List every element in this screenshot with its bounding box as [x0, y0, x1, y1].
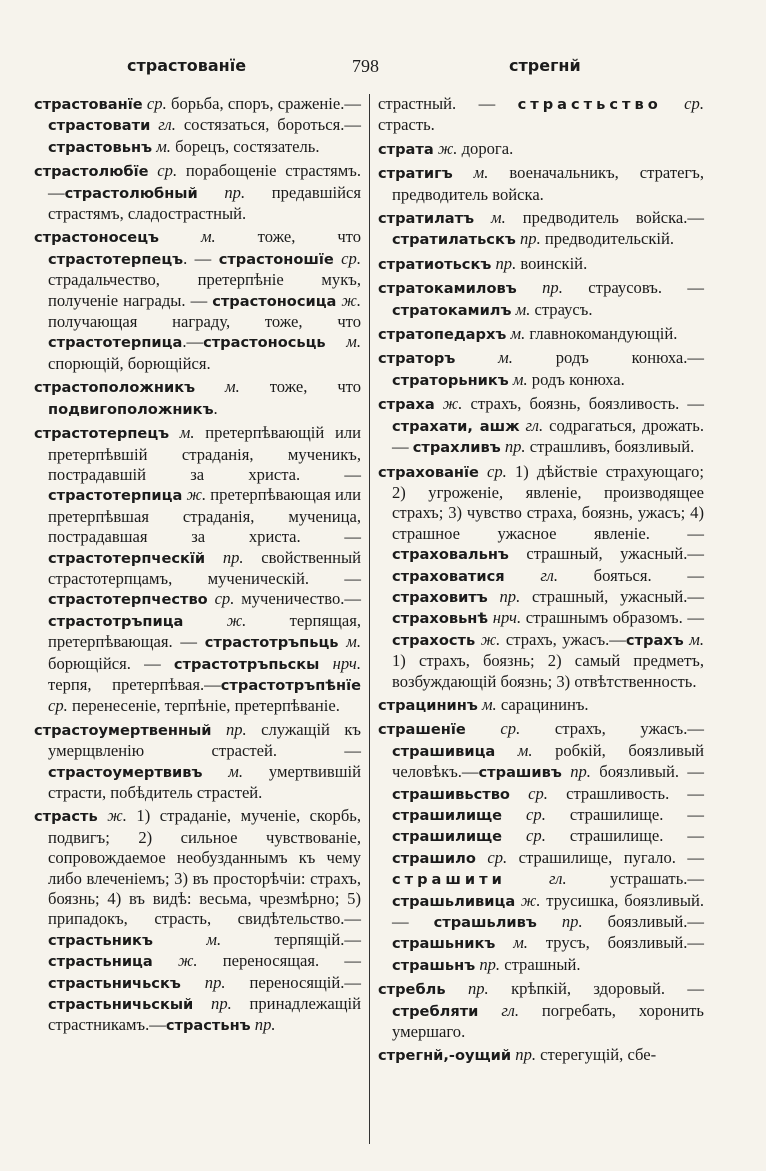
- definition-text: служащій къ умерщвленію страстей. —: [48, 719, 362, 761]
- headword: стратокамиловъ: [378, 280, 517, 298]
- headword: страторъ: [378, 350, 456, 368]
- definition-text: воинскій.: [516, 253, 588, 273]
- left-column: [34, 94, 361, 1040]
- headword: страшьливъ: [433, 914, 537, 932]
- grammar-label: ср.: [148, 161, 178, 181]
- dictionary-entry: [378, 208, 704, 251]
- grammar-label: ж.: [152, 951, 198, 971]
- dictionary-entry: [378, 979, 704, 1042]
- grammar-label: м.: [506, 324, 526, 344]
- grammar-label: ср.: [478, 461, 507, 481]
- definition-text: борющійся. —: [48, 653, 174, 673]
- headword: страхливъ: [412, 439, 501, 457]
- headword: страстовьнъ: [48, 138, 153, 156]
- grammar-label: ж.: [336, 290, 361, 310]
- headword: страхати, ашж: [392, 417, 520, 435]
- headword: стратигъ: [378, 165, 453, 183]
- definition-text: страшливъ, боязливый.: [525, 437, 695, 457]
- headword: страстовати: [48, 117, 151, 135]
- headword: страстоносьць: [203, 334, 326, 352]
- grammar-label: м.: [158, 227, 216, 247]
- dictionary-entry: [378, 348, 704, 391]
- definition-text: страшилище. —: [545, 805, 705, 824]
- grammar-label: пр.: [205, 547, 244, 567]
- grammar-label: пр.: [193, 994, 232, 1014]
- headword: страхованїе: [378, 463, 479, 481]
- page-header: [0, 56, 766, 82]
- headword: страшенїе: [378, 721, 466, 739]
- headword: страстотерпица: [48, 334, 183, 352]
- grammar-label: нрч.: [319, 653, 361, 673]
- grammar-label: м.: [169, 423, 195, 443]
- dictionary-entry: [378, 394, 704, 458]
- dictionary-entry: [378, 695, 704, 716]
- headword: страхъ: [625, 631, 684, 649]
- grammar-label: гл.: [505, 869, 567, 889]
- definition-text: робкій, боязливый человѣкъ.—: [392, 740, 704, 782]
- definition-text: страшливость. —: [547, 783, 705, 803]
- headword: стрегнй,-оущий: [378, 1047, 512, 1065]
- grammar-label: м.: [495, 740, 533, 760]
- headword: стратопедархъ: [378, 326, 507, 344]
- dictionary-entry: [378, 94, 704, 136]
- grammar-label: пр.: [491, 253, 517, 273]
- column-divider: [369, 94, 370, 1144]
- headword: страховатися: [392, 567, 505, 585]
- dictionary-entry: [378, 462, 704, 692]
- headword: страшивица: [392, 742, 496, 760]
- headword: страстьничьскъ: [48, 974, 181, 992]
- headword: страстотерпица: [48, 487, 183, 505]
- definition-text: претерпѣвающій или претерпѣвшій страданія, мученикъ, пострадавшій за христа. —: [48, 423, 361, 484]
- grammar-label: гл.: [504, 565, 558, 585]
- headword: стратилатьскъ: [392, 231, 516, 249]
- headword: страстотерпческїй: [48, 549, 206, 567]
- dictionary-entry: [34, 720, 361, 804]
- definition-text: трусъ, боязливый.—: [527, 933, 704, 953]
- definition-text: бояться. —: [557, 565, 704, 585]
- headword: страстьничьскый: [48, 996, 194, 1014]
- definition-text: сарацининъ.: [496, 694, 589, 714]
- headword: страстолюбїе: [34, 163, 149, 181]
- definition-text: 1) страданіе, мученіе, скорбь, подвигъ; 2) сильное чувствованіе, сопровождаемое необузданнымъ къ чему либо влеченіемъ; 3) въ просторѣчіи: страхъ, боязнь; 4) въ видѣ: весьма, чрезмѣрно; 5) припадокъ, страсть, свидѣтельство.—: [48, 806, 361, 929]
- grammar-label: пр.: [536, 912, 583, 932]
- definition-text: трусишка, боязливый. —: [392, 890, 704, 932]
- definition-text: переносящій.—: [225, 972, 361, 992]
- grammar-label: м.: [202, 761, 244, 781]
- definition-text: страхъ, боязнь, боязливость. —: [462, 394, 705, 414]
- grammar-label: м.: [477, 694, 497, 714]
- headword: страстотръпьскы: [173, 655, 320, 673]
- definition-text: страхъ, ужасъ.—: [500, 629, 626, 649]
- definition-text: умертвившій страсти, побѣдитель страстей.: [48, 761, 361, 802]
- definition-text: борецъ, состязатель.: [170, 136, 320, 156]
- grammar-label: пр.: [180, 972, 226, 992]
- definition-text: страшилище. —: [545, 826, 705, 846]
- headword: страшилище: [392, 828, 503, 846]
- dictionary-entry: [378, 163, 704, 205]
- definition-text: стерегущій, сбе-: [536, 1045, 657, 1065]
- grammar-label: пр.: [511, 1045, 537, 1065]
- definition-text: порабощеніе страстямъ.—: [48, 161, 361, 202]
- grammar-label: нрч.: [488, 608, 522, 628]
- grammar-label: ср.: [465, 719, 521, 739]
- grammar-label: м.: [452, 163, 489, 183]
- grammar-label: м.: [508, 369, 528, 389]
- headword: стребль: [378, 981, 446, 999]
- grammar-label: м.: [474, 208, 506, 228]
- definition-text: главнокомандующій.: [525, 324, 678, 344]
- definition-text: 1) дѣйствіе страхующаго; 2) угроженіе, явленіе, производящее страхъ; 3) чувство страха, боязнь, ужасъ; 4) страшное ужасное явленіе. —: [392, 461, 705, 543]
- definition-text: принадлежащій страстникамъ.—: [48, 994, 361, 1035]
- grammar-label: м.: [338, 632, 361, 652]
- grammar-label: пр.: [487, 586, 521, 606]
- definition-text: страусовъ. —: [562, 278, 704, 298]
- dictionary-entry: [34, 423, 361, 717]
- definition-text: устрашать.—: [566, 869, 704, 889]
- headword: страстотерпецъ: [48, 250, 184, 268]
- headword: страшьнъ: [392, 956, 476, 974]
- grammar-label: ж.: [97, 806, 127, 826]
- headword: страстотръпьць: [204, 634, 339, 652]
- definition-text: предводительскій.: [540, 229, 675, 249]
- headword: страшьникъ: [392, 935, 496, 953]
- definition-text: получающая награду, тоже, что: [48, 312, 361, 332]
- grammar-label: м.: [152, 136, 171, 156]
- grammar-label: пр.: [516, 278, 563, 298]
- definition-text: .—: [182, 332, 204, 352]
- headword: страсть: [34, 808, 98, 826]
- grammar-label: гл.: [519, 415, 544, 435]
- grammar-label: ср.: [333, 248, 361, 268]
- headword-spaced: страшити: [392, 871, 506, 889]
- header-left-guideword: страстованїе: [127, 56, 247, 75]
- grammar-label: ж.: [515, 890, 541, 910]
- headword: страшило: [392, 849, 476, 867]
- definition-text: родъ конюха.—: [512, 348, 705, 368]
- definition-text: . —: [183, 248, 219, 268]
- definition-text: страстный. —: [378, 94, 518, 113]
- headword: страшьливица: [392, 892, 516, 910]
- grammar-label: ср.: [207, 589, 235, 609]
- headword-spaced: страстьство: [517, 96, 662, 113]
- dictionary-entry: [378, 254, 704, 275]
- definition-text: страшный.: [500, 954, 581, 974]
- headword: страстолюбный: [64, 184, 198, 202]
- headword: подвигоположникъ: [48, 400, 214, 418]
- definition-text: боязливый. —: [590, 762, 704, 782]
- headword: страстьница: [48, 953, 153, 971]
- grammar-label: пр.: [500, 437, 526, 457]
- definition-text: состязаться, бороться.—: [175, 115, 361, 135]
- definition-text: .: [213, 398, 218, 418]
- grammar-label: ж.: [182, 485, 207, 505]
- grammar-label: м.: [683, 629, 704, 649]
- definition-text: дорога.: [457, 138, 514, 158]
- definition-text: тоже, что: [239, 377, 361, 397]
- headword: страстьнъ: [165, 1017, 251, 1035]
- definition-text: 1) страхъ, боязнь; 2) самый предметъ, возбуждающій боязнь; 3) отвѣтственность.: [392, 651, 704, 691]
- dictionary-entry: [378, 719, 704, 976]
- grammar-label: пр.: [211, 719, 247, 739]
- definition-text: перенесеніе, терпѣніе, претерпѣваніе.: [67, 696, 340, 716]
- grammar-label: ср.: [502, 805, 546, 824]
- page-number: 798: [352, 56, 379, 76]
- definition-text: предавшійся страстямъ, сладострастный.: [48, 182, 361, 224]
- definition-text: тоже, что: [215, 227, 361, 247]
- definition-text: крѣпкій, здоровый. —: [488, 979, 705, 999]
- definition-text: предводитель войска.—: [505, 208, 705, 228]
- headword: стратиотьскъ: [378, 255, 492, 273]
- dictionary-entry: [34, 806, 361, 1036]
- headword: страстоносица: [212, 292, 337, 310]
- headword: страстотръпица: [48, 612, 184, 630]
- grammar-label: ж.: [434, 394, 463, 414]
- headword: страшивьство: [392, 785, 510, 803]
- grammar-label: ср.: [142, 94, 167, 113]
- dictionary-entry: [34, 227, 361, 374]
- dictionary-entry: [378, 139, 704, 160]
- definition-text: страшилище, пугало. —: [507, 847, 704, 867]
- headword: страстьникъ: [48, 931, 153, 949]
- dictionary-entry: [34, 377, 361, 420]
- definition-text: страусъ.: [530, 299, 593, 319]
- grammar-label: ср.: [475, 847, 508, 867]
- grammar-label: пр.: [515, 229, 541, 249]
- grammar-label: гл.: [150, 115, 176, 135]
- definition-text: боязливый.—: [582, 912, 704, 932]
- definition-text: переносящая. —: [197, 951, 361, 971]
- grammar-label: ср.: [502, 826, 546, 846]
- grammar-label: м.: [152, 929, 222, 949]
- headword: стратилатъ: [378, 210, 475, 228]
- headword: страшивъ: [478, 764, 562, 782]
- grammar-label: ср.: [509, 783, 548, 803]
- headword: страстотерпецъ: [34, 425, 170, 443]
- definition-text: погребать, хоронить умершаго.: [392, 1000, 704, 1042]
- headword: страстоносецъ: [34, 229, 159, 247]
- headword: страцининъ: [378, 696, 478, 714]
- definition-text: свойственный страстотерпцамъ, мученическій. —: [48, 547, 362, 588]
- definition-text: страдальчество, претерпѣніе мукъ, полученіе награды. —: [48, 270, 361, 310]
- grammar-label: м.: [495, 933, 528, 953]
- headword: страстотерпчество: [48, 591, 208, 609]
- grammar-label: ср.: [661, 94, 704, 113]
- grammar-label: м.: [455, 348, 513, 368]
- definition-text: страшнымъ образомъ. —: [521, 608, 704, 628]
- dictionary-entry: [378, 324, 704, 345]
- headword: страстованїе: [34, 96, 143, 113]
- headword: страторьникъ: [392, 371, 509, 389]
- definition-text: терпящій.—: [221, 929, 361, 949]
- dictionary-entry: [34, 161, 361, 224]
- header-right-guideword: стрегнй: [509, 56, 581, 75]
- headword: страстоумертвивъ: [48, 763, 203, 781]
- definition-text: претерпѣвающая или претерпѣвшая страданія, мученица, пострадавшая за христа. —: [48, 485, 361, 547]
- grammar-label: ж.: [183, 610, 247, 630]
- grammar-label: м.: [325, 332, 361, 352]
- headword: страха: [378, 396, 435, 414]
- definition-text: страшный, ужасный.—: [520, 586, 704, 606]
- grammar-label: ж.: [433, 138, 458, 158]
- dictionary-entry: [34, 94, 361, 158]
- headword: страстоношїе: [218, 250, 334, 268]
- dictionary-entry: [378, 278, 704, 321]
- definition-text: содрагаться, дрожать. —: [392, 415, 704, 457]
- dictionary-entry: [378, 1045, 704, 1066]
- grammar-label: ж.: [475, 629, 501, 649]
- definition-text: терпящая, претерпѣвающая. —: [48, 610, 361, 652]
- headword: страстотръпѣнїе: [220, 676, 361, 694]
- headword: страта: [378, 140, 434, 158]
- grammar-label: пр.: [445, 979, 489, 999]
- grammar-label: м.: [195, 377, 240, 397]
- grammar-label: пр.: [250, 1015, 276, 1035]
- grammar-label: гл.: [478, 1000, 519, 1020]
- headword: страховальнъ: [392, 546, 509, 564]
- definition-text: мученичество.—: [234, 589, 361, 609]
- headword: стребляти: [392, 1002, 479, 1020]
- definition-text: страхъ, ужасъ.—: [520, 719, 704, 739]
- definition-text: борьба, споръ, сраженіе.—: [166, 94, 362, 113]
- headword: страхость: [392, 631, 476, 649]
- headword: страховитъ: [392, 588, 488, 606]
- grammar-label: пр.: [197, 182, 246, 202]
- headword: стратокамилъ: [392, 301, 512, 319]
- definition-text: страшный, ужасный.—: [508, 544, 704, 564]
- definition-text: родъ конюха.: [527, 369, 625, 389]
- definition-text: спорющій, борющійся.: [48, 353, 211, 373]
- grammar-label: пр.: [475, 954, 501, 974]
- right-column: [378, 94, 704, 1070]
- headword: страстоумертвенный: [34, 721, 212, 739]
- definition-text: терпя, претерпѣвая.—: [48, 674, 221, 694]
- definition-text: военачальникъ, стратегъ, предводитель войска.: [392, 163, 704, 204]
- headword: страшилище: [392, 807, 503, 824]
- grammar-label: пр.: [561, 762, 591, 782]
- grammar-label: ср.: [48, 696, 68, 716]
- definition-text: страсть.: [378, 115, 435, 135]
- headword: страховьнѣ: [392, 610, 489, 628]
- headword: страстоположникъ: [34, 379, 196, 397]
- grammar-label: м.: [511, 299, 531, 319]
